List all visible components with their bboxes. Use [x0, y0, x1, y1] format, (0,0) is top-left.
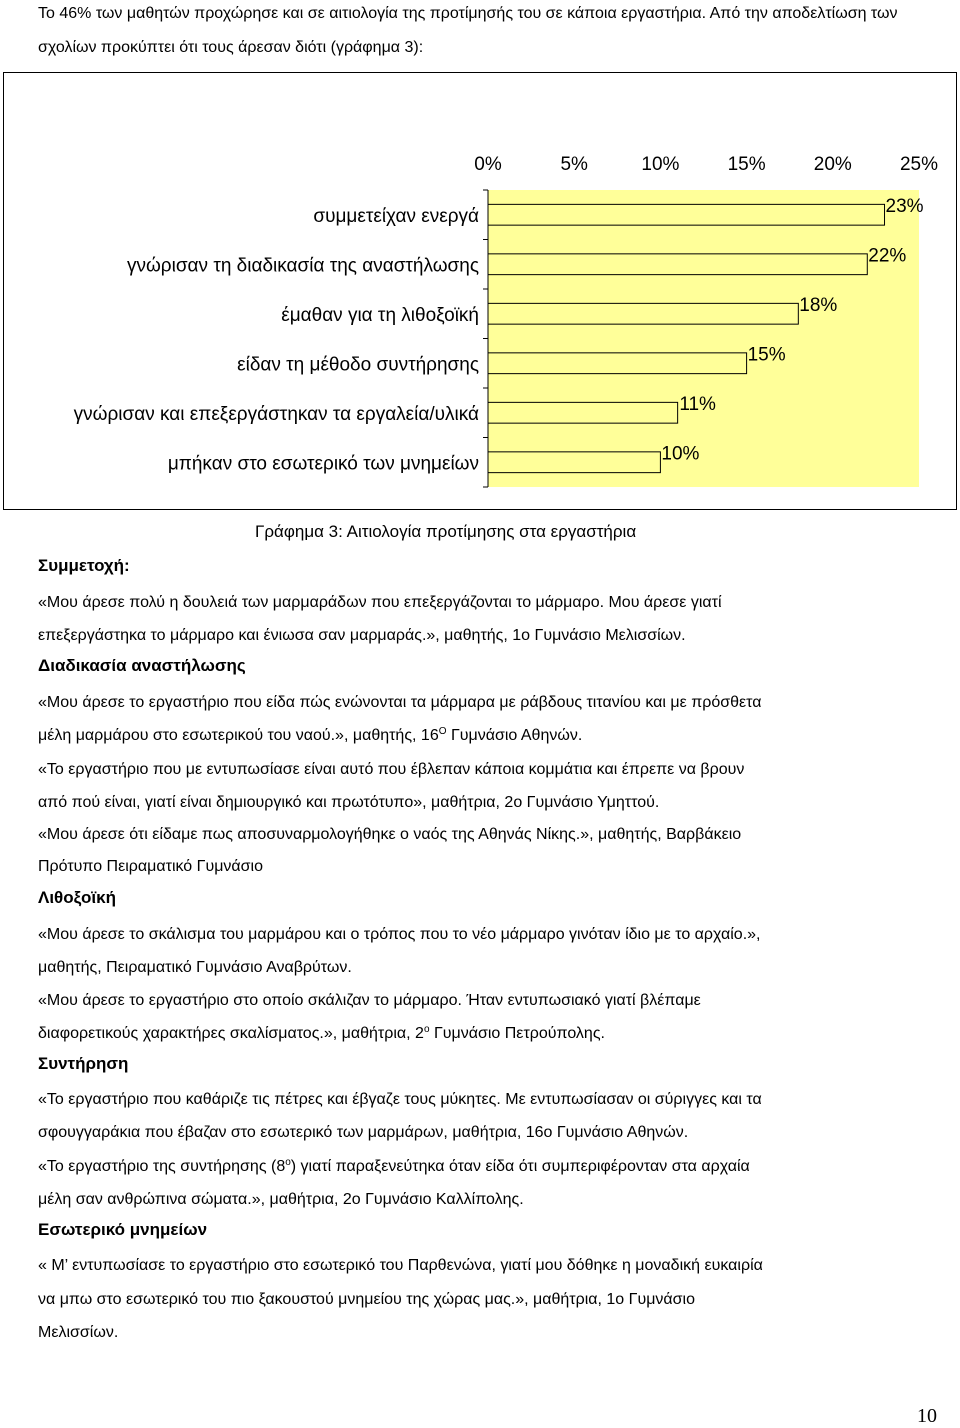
quote-conservation-line-1: «Το εργαστήριο που καθάριζε τις πέτρες και έβγαζε τους μύκητες. Με εντυπωσίασαν οι σύριγγες και τα [38, 1091, 762, 1108]
section-heading-restoration: Διαδικασία αναστήλωσης [38, 656, 246, 675]
bar [488, 204, 885, 225]
superscript: ο [285, 1157, 291, 1168]
section-heading-stonework: Λιθοξοϊκή [38, 888, 116, 907]
category-label: μπήκαν στο εσωτερικό των μνημείων [167, 453, 479, 475]
quote-stonework-line-1: «Μου άρεσε το σκάλισμα του μαρμάρου και ο τρόπος που το νέο μάρμαρο γινόταν ίδιο με το αρχαίο.», [38, 926, 761, 943]
x-tick-label: 15% [727, 154, 766, 175]
quote-restoration-line-2: μέλη μαρμάρου στο εσωτερικού του ναού.», μαθητής, $16^O$ Γυμνάσιο Αθηνών. [38, 726, 583, 744]
quote-stonework-line-3: «Μου άρεσε το εργαστήριο στο οποίο σκάλιζαν το μάρμαρο. Ήταν εντυπωσιακό γιατί βλέπαμε [38, 992, 701, 1009]
category-label: γνώρισαν τη διαδικασία της αναστήλωσης [126, 255, 479, 277]
data-label: 22% [868, 245, 907, 267]
category-label: γνώρισαν και επεξεργάστηκαν τα εργαλεία/υλικά [73, 403, 479, 425]
bar-chart-frame [3, 72, 957, 510]
quote-interior-line-3: Μελισσίων. [38, 1324, 119, 1341]
quote-restoration-line-4: από πού είναι, γιατί είναι δημιουργικό και πρωτότυπο», μαθήτρια, 2ο Γυμνάσιο Υμηττού. [38, 794, 660, 811]
page-number: 10 [917, 1405, 937, 1427]
quote-restoration-line-5: «Μου άρεσε ότι είδαμε πως αποσυναρμολογήθηκε ο ναός της Αθηνάς Νίκης.», μαθητής, Βαρβάκειο [38, 826, 742, 843]
data-label: 18% [799, 294, 838, 316]
section-heading-conservation: Συντήρηση [38, 1054, 129, 1073]
x-tick-label: 5% [560, 154, 588, 175]
bar [488, 353, 747, 374]
quote-participation-line-1: «Μου άρεσε πολύ η δουλειά των μαρμαράδων που επεξεργάζονται το μάρμαρο. Μου άρεσε γιατί [38, 594, 722, 611]
category-label: συμμετείχαν ενεργά [313, 205, 479, 227]
quote-restoration-line-3: «Το εργαστήριο που με εντυπωσίασε είναι αυτό που έβλεπαν κάποια κομμάτια και έπρεπε να βρουν [38, 761, 745, 778]
x-tick-label: 0% [474, 154, 502, 175]
section-heading-participation: Συμμετοχή: [38, 556, 130, 575]
x-tick-label: 25% [899, 154, 939, 175]
chart-caption: Γράφημα 3: Αιτιολογία προτίμησης στα εργαστήρια [255, 522, 637, 541]
x-tick-label: 10% [641, 154, 680, 175]
superscript: Ο [438, 726, 447, 737]
bar-chart [4, 73, 955, 508]
bar [488, 303, 798, 324]
data-label: 23% [885, 195, 924, 217]
bar [488, 452, 660, 473]
quote-conservation-line-3: «Το εργαστήριο της συντήρησης $(8^o)$ γιατί παραξενεύτηκα όταν είδα ότι συμπεριφέρονταν στα αρχαία [38, 1157, 750, 1175]
category-label: έμαθαν για τη λιθοξοϊκή [281, 304, 479, 326]
quote-interior-line-2: να μπω στο εσωτερικό του πιο ξακουστού μνημείου της χώρας μας.», μαθήτρια, 1ο Γυμνάσιο [38, 1291, 695, 1308]
x-tick-label: 20% [813, 154, 852, 175]
bar [488, 254, 867, 275]
data-label: 10% [661, 443, 700, 465]
category-label: είδαν τη μέθοδο συντήρησης [237, 354, 479, 376]
data-label: 15% [747, 344, 786, 366]
quote-interior-line-1: « Μ’ εντυπωσίασε το εργαστήριο στο εσωτερικό του Παρθενώνα, γιατί μου δόθηκε η μοναδική ευκαιρία [38, 1257, 763, 1274]
bar [488, 402, 678, 423]
quote-restoration-line-6: Πρότυπο Πειραματικό Γυμνάσιο [38, 858, 263, 875]
quote-stonework-line-4: διαφορετικούς χαρακτήρες σκαλίσματος.», μαθήτρια, $2^o$ Γυμνάσιο Πετρούπολης. [38, 1024, 605, 1042]
superscript: ο [423, 1024, 430, 1035]
intro-paragraph: Το 46% των μαθητών προχώρησε και σε αιτιολογία της προτίμησής του σε κάποια εργαστήρια. Από την αποδελτίωση των σχολίων προκύπτει ότι τους άρεσαν διότι (γράφημα 3): [38, 5, 898, 56]
section-heading-monument-interior: Εσωτερικό μνημείων [38, 1220, 208, 1239]
quote-participation-line-2: επεξεργάστηκα το μάρμαρο και ένιωσα σαν μαρμαράς.», μαθητής, 1ο Γυμνάσιο Μελισσίων. [38, 627, 686, 644]
data-label: 11% [679, 393, 716, 415]
plot-area [488, 190, 919, 487]
quote-restoration-line-1: «Μου άρεσε το εργαστήριο που είδα πώς ενώνονται τα μάρμαρα με ράβδους τιτανίου και με πρόσθετα [38, 694, 762, 711]
quote-stonework-line-2: μαθητής, Πειραματικό Γυμνάσιο Αναβρύτων. [38, 959, 352, 976]
quote-conservation-line-2: σφουγγαράκια που έβαζαν στο εσωτερικό των μαρμάρων, μαθήτρια, 16ο Γυμνάσιο Αθηνών. [38, 1124, 689, 1141]
quote-conservation-line-4: μέλη σαν ανθρώπινα σώματα.», μαθήτρια, 2ο Γυμνάσιο Καλλίπολης. [38, 1191, 524, 1208]
